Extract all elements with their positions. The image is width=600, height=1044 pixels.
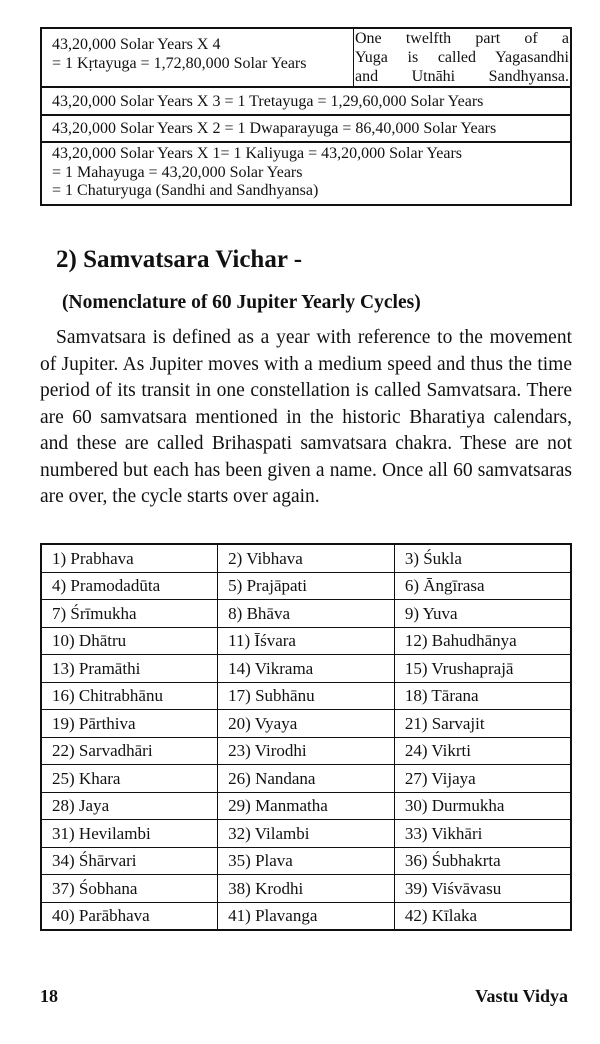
samvatsara-cell: 29) Manmatha: [218, 792, 395, 820]
samvatsara-cell: 14) Vikrama: [218, 655, 395, 683]
samvatsara-cell: 3) Śukla: [394, 544, 571, 572]
yuga-table: [40, 27, 572, 206]
text-line: = 1 Kṛtayuga = 1,72,80,000 Solar Years: [52, 55, 307, 72]
text-line: and Utnāhi Sandhyansa.: [355, 68, 569, 85]
section-heading: 2) Samvatsara Vichar -: [56, 246, 303, 273]
table-row: [41, 600, 571, 628]
text-line: = 1 Chaturyuga (Sandhi and Sandhyansa): [52, 182, 319, 199]
samvatsara-cell: 4) Pramodadūta: [41, 572, 218, 600]
body-paragraph: Samvatsara is defined as a year with reference to the movement of Jupiter. As Jupiter moves with a medium speed and thus the time period of its transit in one constellation is called Samvatsara. There are 60 samvatsara mentioned in the historic Bharatiya calendars, and these are called Brihaspati samvatsara chakra. These are not numbered but each has been given a name. Once all 60 samvatsaras are over, the cycle starts over again.: [40, 327, 572, 507]
samvatsara-cell: 35) Plava: [218, 847, 395, 875]
samvatsara-cell: 41) Plavanga: [218, 902, 395, 930]
samvatsara-cell: 17) Subhānu: [218, 682, 395, 710]
samvatsara-cell: 6) Āngīrasa: [394, 572, 571, 600]
samvatsara-cell: 26) Nandana: [218, 765, 395, 793]
table-row: [41, 765, 571, 793]
samvatsara-cell: 10) Dhātru: [41, 627, 218, 655]
krtayuga-cell: [42, 29, 353, 86]
samvatsara-cell: 32) Vilambi: [218, 820, 395, 848]
table-row: [41, 572, 571, 600]
samvatsara-cell: 2) Vibhava: [218, 544, 395, 572]
samvatsara-cell: 33) Vikhāri: [394, 820, 571, 848]
samvatsara-cell: 37) Śobhana: [41, 875, 218, 903]
table-row: [41, 737, 571, 765]
samvatsara-table: [40, 543, 572, 931]
text-line: 43,20,000 Solar Years X 1= 1 Kaliyuga = 43,20,000 Solar Years: [52, 145, 463, 162]
samvatsara-cell: 1) Prabhava: [41, 544, 218, 572]
table-row: [41, 627, 571, 655]
samvatsara-cell: 16) Chitrabhānu: [41, 682, 218, 710]
yuga-row-kaliyuga: [42, 141, 570, 204]
samvatsara-cell: 11) Īśvara: [218, 627, 395, 655]
text-line: 43,20,000 Solar Years X 4: [52, 36, 221, 53]
samvatsara-cell: 40) Parābhava: [41, 902, 218, 930]
table-row: [41, 902, 571, 930]
samvatsara-cell: 22) Sarvadhāri: [41, 737, 218, 765]
table-row: [41, 847, 571, 875]
table-row: [41, 875, 571, 903]
samvatsara-cell: 21) Sarvajit: [394, 710, 571, 738]
samvatsara-cell: 38) Krodhi: [218, 875, 395, 903]
samvatsara-cell: 15) Vrushaprajā: [394, 655, 571, 683]
samvatsara-cell: 23) Virodhi: [218, 737, 395, 765]
samvatsara-cell: 20) Vyaya: [218, 710, 395, 738]
samvatsara-cell: 31) Hevilambi: [41, 820, 218, 848]
table-row: [41, 792, 571, 820]
samvatsara-cell: 18) Tārana: [394, 682, 571, 710]
yugasandhi-note-cell: [353, 29, 570, 86]
samvatsara-cell: 24) Vikrti: [394, 737, 571, 765]
samvatsara-cell: 28) Jaya: [41, 792, 218, 820]
yuga-row-dwaparayuga: 43,20,000 Solar Years X 2 = 1 Dwaparayuga = 86,40,000 Solar Years: [42, 114, 570, 141]
text-line: One twelfth part of a: [355, 30, 569, 47]
yuga-row-tretayuga: 43,20,000 Solar Years X 3 = 1 Tretayuga = 1,29,60,000 Solar Years: [42, 86, 570, 114]
samvatsara-cell: 27) Vijaya: [394, 765, 571, 793]
samvatsara-cell: 8) Bhāva: [218, 600, 395, 628]
samvatsara-cell: 30) Durmukha: [394, 792, 571, 820]
samvatsara-cell: 7) Śrīmukha: [41, 600, 218, 628]
samvatsara-cell: 19) Pārthiva: [41, 710, 218, 738]
yuga-row-krtayuga: [42, 29, 570, 86]
samvatsara-cell: 39) Viśvāvasu: [394, 875, 571, 903]
book-title: Vastu Vidya: [475, 986, 568, 1006]
section-subheading: (Nomenclature of 60 Jupiter Yearly Cycles): [62, 292, 421, 313]
text-line: Yuga is called Yagasandhi: [355, 49, 569, 66]
table-row: [41, 682, 571, 710]
text-line: = 1 Mahayuga = 43,20,000 Solar Years: [52, 163, 303, 181]
table-row: [41, 544, 571, 572]
samvatsara-cell: 9) Yuva: [394, 600, 571, 628]
samvatsara-cell: 42) Kīlaka: [394, 902, 571, 930]
table-row: [41, 710, 571, 738]
samvatsara-cell: 25) Khara: [41, 765, 218, 793]
page-number: 18: [40, 986, 58, 1006]
samvatsara-cell: 34) Śhārvari: [41, 847, 218, 875]
samvatsara-cell: 12) Bahudhānya: [394, 627, 571, 655]
table-row: [41, 820, 571, 848]
samvatsara-cell: 36) Śubhakrta: [394, 847, 571, 875]
samvatsara-cell: 5) Prajāpati: [218, 572, 395, 600]
samvatsara-cell: 13) Pramāthi: [41, 655, 218, 683]
table-row: [41, 655, 571, 683]
